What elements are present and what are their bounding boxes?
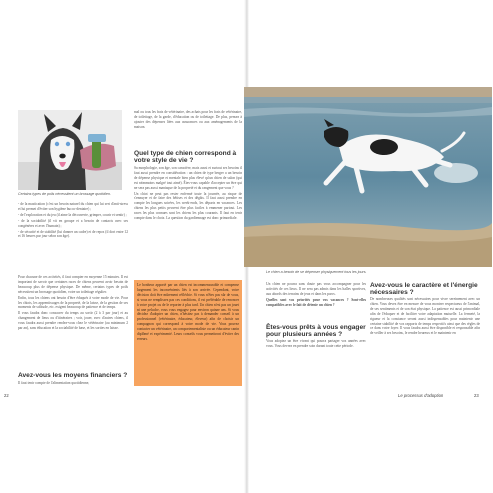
- running-dog-image: [244, 87, 492, 267]
- photo-right-caption: Le chien a besoin de se dépenser physiquement tous les jours.: [266, 270, 367, 274]
- heading-money: Avez-vous les moyens financiers ?: [18, 372, 128, 379]
- col1-item-2: - de l'exploration et du jeu (il aime la découverte, grimper, courir et sentir) ;: [18, 212, 127, 217]
- photo-left: [18, 110, 122, 190]
- col1-item-4: - de sécurité et de stabilité (lui donner un cadre) et de repos (il dort entre 12 et 16 heures par jour selon son âge).: [18, 229, 128, 239]
- heading-dog-type: Quel type de chien correspond à votre style de vie ?: [134, 150, 237, 165]
- col1-paragraph-2: Pour chacune de ces activités, il faut compter en moyenne 15 minutes. Il est important de savoir que certaines races de chiens peuvent avoir besoin de beaucoup plus de dépense physique. De même, certains types de poils nécessitent un brossage quotidien, voire un toilettage régulier.: [18, 275, 128, 294]
- running-head: Le processus d'adoption: [398, 393, 444, 398]
- advice-box: [134, 280, 242, 386]
- col2-paragraph-2: Sa morphologie, son âge, son caractère, mais aussi et surtout ses besoins il faut aussi prendre en considération : un chien de type berger a un besoin de dépense physique et mentale bien plus élevé qu'un chien de salon (qui est néanmoins malgré tout aimé). Êtes-vous capable d'accepter un être qui ne sera pas aussi maniaque de la propreté et du rangement que vous ?: [134, 166, 242, 190]
- col4-paragraph-1: De nombreuses qualités sont nécessaires pour vivre sereinement avec un chien. Vous devez être en mesure de vous montrer respectueux de l'animal, de ses sentiments et de son état physique. La patience est aussi primordiale afin de l'éduquer et de faciliter votre adaptation mutuelle. La fermeté, la rigueur et la constance seront aussi indispensables pour maintenir une certaine stabilité de vos rapports de temps respectifs ainsi que des règles de ce dans votre foyer. Il vous faudra aussi être disponible et responsable afin de veiller à ses besoins, le rendre heureux et le maintenir en: [370, 297, 480, 336]
- col1-item-3: - de la sociabilité (il vit en groupe et a besoin de contacts avec ses congénères et avec l'humain) ;: [18, 218, 128, 228]
- col1-paragraph-5: Il faut tenir compte de l'alimentation quotidienne,: [18, 381, 90, 385]
- husky-dog-image: [18, 110, 122, 190]
- page-number-left: 22: [4, 393, 9, 398]
- photo-right: [244, 87, 492, 267]
- col1-paragraph-4: Il vous faudra donc consacrer du temps au sortir (2 à 3 par jour) et au changement de lieux ou d'itinéraires ; voir, jouer, avec d'autres chiens, il vous faudra aussi prendre rendez-vous chez le vétérinaire (au minimum 2 par an), sans éducation et la sociabilité de base, et les sorties en laisse.: [18, 311, 128, 331]
- col3-paragraph-3: Vous adoptez un être vivant qui pourra partager vos années avec vous. Vous devrez en prendre soin durant toute cette période.: [266, 339, 366, 348]
- col1-paragraph-3: Enfin, tous les chiens ont besoin d'être éduqués à votre mode de vie. Pour les chiots, les apprentissages de la propreté, de la laisse, de la gestion de ses moments de solitude, etc. exigent beaucoup de patience et de temps.: [18, 295, 128, 310]
- col3-paragraph-1: Un chien ne pourra sans doute pas vous accompagner pour les activités de ces lieux. Il ne sera pas admis dans les halles sportives, aux abords des terrains de jeux et dans les parcs.: [266, 282, 366, 296]
- page-number-right: 23: [474, 393, 479, 398]
- col1-item-1: - de la mastication (c'est un besoin naturel du chien qui lui sert d'anti-stress et lui permet d'éviter son hygiène bucco-dentaire) ;: [18, 202, 128, 211]
- col2-paragraph-1: mal ou tous les frais de vétérinaire, des achats pour les frais de vétérinaire, de toilettage, de la garde, d'éducation ou de toilettage. De plus, pensez à ajouter des dépenses liées aux assurances ou aux aménagements de la maison.: [134, 110, 242, 129]
- heading-character: Avez-vous le caractère et l'énergie nécessaires ?: [370, 282, 478, 297]
- col2-paragraph-3: Un chiot ne peut pas rester enfermé toute la journée, au risque de s'ennuyer et de faire des bêtises et des dégâts. Il faut aussi prendre en compte les longues soirées, les week-ends, les départs en vacances. Les chiens les plus petits peuvent être plus faciles à emmener partout. Les races les plus connues sont les chiens les plus courants. Il faut en tenir compte dans le choix. La question du gardiennage est donc primordiale.: [134, 191, 242, 221]
- photo-left-caption: Certains types de poils nécessitent un brossage quotidien.: [18, 192, 111, 196]
- advice-box-text: Le bonheur apporté par un chien est incommensurable et compense largement les inconvénients liés à son arrivée. Cependant, votre décision doit être mûrement réfléchie. Si vous n'êtes pas sûr de vous, si vous ne remplissez pas ces conditions, il est préférable de renoncer à votre projet ou de le reporter à plus tard. Un chien n'est pas un jouet ni une peluche, vous vous engagez pour environ quinze ans. Si vous décidez d'adopter un chien, n'hésitez pas à demander conseil à un professionnel (vétérinaire, éducateur, éleveur) afin de choisir un compagnon qui correspond à votre mode de vie. Vous pouvez contacter un vétérinaire, un comportementaliste ou un éducateur canin diplômé et expérimenté. Leurs conseils vous permettront d'éviter des erreurs.: [137, 283, 239, 341]
- col3-paragraph-2: Quelles sont vos priorités pour vos vacances ? Sont-elles compatibles avec le fait de détenir un chien ?: [266, 297, 366, 307]
- heading-commit-years: Êtes-vous prêts à vous engager pour plusieurs années ?: [266, 324, 366, 339]
- col1-body: [18, 275, 128, 370]
- col3-body-top: [266, 282, 366, 324]
- col1-intro: [18, 202, 128, 272]
- col2-body: [134, 166, 242, 278]
